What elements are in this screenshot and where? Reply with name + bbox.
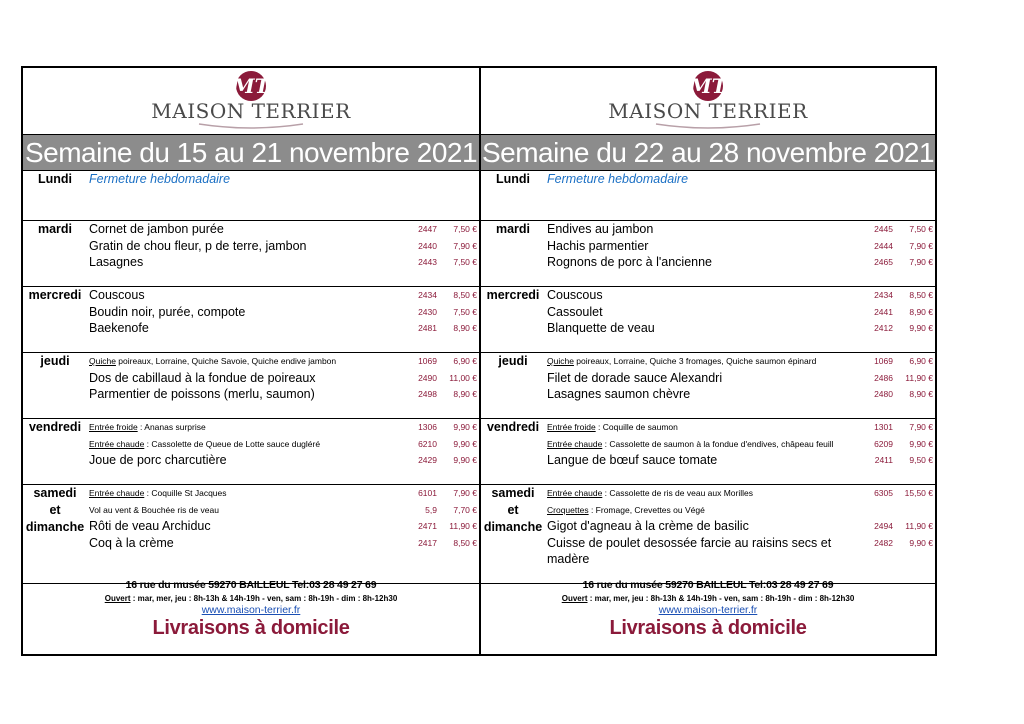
dish-code: 2444 [874, 240, 893, 251]
dish-name: Lasagnes saumon chèvre [547, 387, 691, 401]
logo-text: MAISON TERRIER [608, 99, 808, 123]
dish-price: 11,00 € [449, 372, 477, 383]
dish-code: 2417 [418, 537, 437, 548]
day-row [481, 419, 935, 485]
dish-item [87, 353, 479, 370]
dish-price: 11,90 € [449, 521, 477, 531]
dish-name: Cornet de jambon purée [89, 222, 224, 236]
dish-name-wrap [89, 171, 387, 188]
dish-price: 9,90 € [453, 455, 477, 465]
day-name [23, 419, 87, 436]
day-name [481, 485, 545, 536]
day-name-line: et [507, 503, 519, 517]
dish-code: 6101 [418, 488, 437, 498]
dish-name-wrap [89, 386, 387, 403]
day-name-line: jeudi [40, 354, 70, 368]
dish-name-wrap [547, 254, 843, 271]
dish-item [87, 304, 479, 321]
dish-code: 2429 [418, 455, 437, 465]
day-name-line: dimanche [483, 520, 543, 534]
days-list [481, 171, 935, 584]
dish-code: 2481 [418, 323, 437, 333]
logo-text: MAISON TERRIER [151, 99, 351, 123]
menu-footer [23, 577, 479, 654]
day-name [481, 353, 545, 370]
dish-code: 2443 [418, 257, 437, 267]
dish-list [545, 419, 935, 469]
dish-name-wrap [89, 254, 387, 271]
dish-item [87, 419, 479, 436]
dish-list [87, 171, 479, 188]
dish-item [87, 485, 479, 502]
dish-name: Boudin noir, purée, compote [89, 304, 246, 319]
dish-code: 6305 [874, 488, 893, 498]
day-name-line: mercredi [28, 288, 82, 302]
dish-list [87, 287, 479, 337]
dish-item [87, 171, 479, 188]
week-title: Semaine du 22 au 28 novembre 2021 [481, 134, 935, 171]
dish-name-wrap [547, 221, 843, 238]
dish-item [545, 436, 935, 453]
dish-price: 8,50 € [453, 290, 477, 300]
dish-price: 9,90 € [909, 537, 933, 548]
dish-price: 11,90 € [905, 372, 933, 383]
day-row [23, 221, 479, 287]
dish-code: 2465 [874, 257, 893, 267]
dish-name: Hachis parmentier [547, 238, 649, 253]
day-row [481, 287, 935, 353]
dish-item [545, 304, 935, 321]
dish-name: Blanquette de veau [547, 321, 655, 335]
dish-name-wrap [547, 436, 843, 453]
footer-address: 16 rue du musée 59270 BAILLEUL Tel:03 28 49 27 69 [125, 579, 377, 591]
day-row [481, 485, 935, 584]
dish-list [87, 485, 479, 551]
day-row [481, 221, 935, 287]
dish-name: : Cassolette de ris de veau aux Morilles [602, 488, 754, 498]
dish-name-wrap [547, 502, 843, 519]
menu-week-2 [479, 66, 937, 656]
dish-name: Gratin de chou fleur, p de terre, jambon [89, 238, 307, 253]
dish-name-wrap [89, 502, 387, 519]
dish-code: 6209 [874, 438, 893, 449]
maison-terrier-logo [481, 68, 935, 134]
day-name [481, 171, 545, 188]
dish-price: 9,90 € [909, 438, 933, 449]
dish-label: Entrée chaude [547, 488, 603, 498]
dish-name-wrap [89, 485, 387, 502]
dish-item [87, 238, 479, 255]
dish-item [545, 287, 935, 304]
day-name [23, 171, 87, 188]
dish-name: : Coquille St Jacques [144, 488, 227, 498]
hours-text: : mar, mer, jeu : 8h-13h & 14h-19h - ven, sam : 8h-19h - dim : 8h-12h30 [130, 594, 398, 603]
dish-code: 2486 [874, 372, 893, 383]
dish-name-wrap [547, 171, 843, 188]
dish-item [87, 254, 479, 271]
dish-item [87, 518, 479, 535]
day-name-line: mardi [37, 222, 73, 236]
dish-item [87, 386, 479, 403]
dish-name-wrap [89, 320, 387, 337]
dish-list [545, 171, 935, 188]
dish-price: 6,90 € [909, 356, 933, 366]
day-row [481, 171, 935, 221]
dish-name: Langue de bœuf sauce tomate [547, 453, 718, 467]
dish-item [545, 485, 935, 502]
dish-price: 8,90 € [453, 389, 477, 399]
dish-code: 2411 [874, 455, 893, 465]
day-name-line: et [49, 503, 61, 517]
dish-code: 1306 [418, 422, 437, 432]
dish-name-wrap [547, 353, 843, 370]
dish-price: 6,90 € [453, 356, 477, 366]
logo-initials: MT [689, 74, 727, 98]
dish-name-wrap [547, 304, 843, 321]
dish-name-wrap [89, 452, 387, 469]
dish-code: 2445 [874, 224, 893, 234]
dish-price: 8,50 € [453, 537, 477, 548]
week-title: Semaine du 15 au 21 novembre 2021 [23, 134, 479, 171]
dish-price: 9,90 € [453, 422, 477, 432]
dish-item [87, 287, 479, 304]
dish-name: : Cassolette de saumon à la fondue d'endives, châpeau feuill [602, 438, 834, 449]
dish-item [545, 238, 935, 255]
day-name-line: vendredi [486, 420, 540, 434]
dish-name-wrap [89, 518, 387, 535]
dish-price: 7,90 € [453, 240, 477, 251]
dish-item [87, 320, 479, 337]
footer-address: 16 rue du musée 59270 BAILLEUL Tel:03 28 49 27 69 [582, 579, 834, 591]
dish-code: 2434 [418, 290, 437, 300]
dish-label: Entrée chaude [89, 438, 145, 449]
dish-name: Lasagnes [89, 255, 144, 269]
day-name-line: mercredi [486, 288, 540, 302]
day-name-line: Lundi [495, 172, 530, 186]
dish-label: Quiche [547, 356, 574, 366]
dish-price: 7,50 € [453, 306, 477, 317]
dish-label: Quiche [89, 356, 116, 366]
dish-item [87, 502, 479, 519]
dish-code: 2447 [418, 224, 437, 234]
dish-item [545, 386, 935, 403]
dish-name: Fermeture hebdomadaire [89, 172, 231, 186]
day-row [23, 353, 479, 419]
dish-name-wrap [89, 535, 387, 552]
dish-list [545, 221, 935, 271]
dish-item [545, 370, 935, 387]
dish-item [545, 171, 935, 188]
dish-name: Cassoulet [547, 304, 603, 319]
dish-code: 2430 [418, 306, 437, 317]
dish-code: 1069 [418, 356, 437, 366]
dish-name-wrap [547, 452, 843, 469]
dish-price: 7,50 € [453, 224, 477, 234]
dish-name: Gigot d'agneau à la crème de basilic [547, 519, 749, 533]
dish-name: Couscous [547, 288, 603, 302]
day-name [23, 353, 87, 370]
dish-price: 8,90 € [909, 389, 933, 399]
day-name-line: dimanche [25, 520, 85, 534]
dish-price: 8,50 € [909, 290, 933, 300]
dish-name: poireaux, Lorraine, Quiche 3 fromages, Quiche saumon épinard [573, 356, 817, 366]
dish-code: 2440 [418, 240, 437, 251]
dish-code: 2482 [874, 537, 893, 548]
dish-name: Rôti de veau Archiduc [89, 519, 211, 533]
dish-item [545, 320, 935, 337]
website-link[interactable]: www.maison-terrier.fr [658, 604, 758, 616]
dish-price: 11,90 € [905, 521, 933, 531]
dish-label: Croquettes [547, 504, 589, 515]
dish-code: 2498 [418, 389, 437, 399]
day-name-line: samedi [491, 486, 535, 500]
dish-list [545, 287, 935, 337]
day-name [481, 287, 545, 304]
dish-item [87, 535, 479, 552]
logo-initials: MT [232, 74, 270, 98]
day-name-line: jeudi [498, 354, 528, 368]
dish-code: 1069 [874, 356, 893, 366]
footer-hours [481, 594, 935, 603]
day-row [23, 287, 479, 353]
dish-price: 9,90 € [453, 438, 477, 449]
dish-code: 2434 [874, 290, 893, 300]
dish-item [545, 518, 935, 535]
dish-name: Baekenofe [89, 321, 149, 335]
dish-name-wrap [547, 518, 843, 535]
hours-label: Ouvert [104, 594, 131, 603]
dish-list [87, 419, 479, 469]
dish-price: 9,50 € [909, 455, 933, 465]
day-name [481, 221, 545, 238]
dish-list [87, 353, 479, 403]
dish-name: Couscous [89, 288, 145, 302]
dish-price: 7,90 € [453, 488, 477, 498]
dish-price: 7,90 € [909, 422, 933, 432]
dish-price: 8,90 € [909, 306, 933, 317]
dish-name: Parmentier de poissons (merlu, saumon) [89, 387, 315, 401]
dish-name-wrap [547, 535, 843, 568]
dish-code: 2480 [874, 389, 893, 399]
day-name-line: Lundi [37, 172, 72, 186]
dish-name-wrap [547, 485, 843, 502]
day-row [23, 171, 479, 221]
dish-list [87, 221, 479, 271]
dish-item [545, 353, 935, 370]
day-row [23, 485, 479, 584]
delivery-banner: Livraisons à domicile [152, 617, 350, 639]
footer-hours [23, 594, 479, 603]
dish-name-wrap [547, 238, 843, 255]
dish-name-wrap [89, 419, 387, 436]
day-name [23, 221, 87, 238]
dish-price: 8,90 € [453, 323, 477, 333]
dish-item [87, 370, 479, 387]
dish-price: 7,50 € [909, 224, 933, 234]
dish-name: Fermeture hebdomadaire [547, 172, 689, 186]
dish-code: 2490 [418, 372, 437, 383]
dish-name: Filet de dorade sauce Alexandri [547, 370, 723, 385]
dish-name: Cuisse de poulet desossée farcie au raisins secs et madère [547, 535, 832, 566]
dish-name: Dos de cabillaud à la fondue de poireaux [89, 370, 316, 385]
days-list [23, 171, 479, 584]
dish-code: 5,9 [425, 504, 437, 515]
hours-label: Ouvert [561, 594, 588, 603]
website-link[interactable]: www.maison-terrier.fr [201, 604, 301, 616]
dish-list [545, 485, 935, 568]
dish-name-wrap [547, 370, 843, 387]
dish-name: : Cassolette de Queue de Lotte sauce dugléré [144, 438, 321, 449]
dish-name-wrap [89, 238, 387, 255]
dish-price: 7,70 € [453, 504, 477, 515]
dish-label: Entrée froide [547, 422, 596, 432]
dish-item [545, 221, 935, 238]
dish-item [87, 436, 479, 453]
dish-name: Vol au vent & Bouchée ris de veau [89, 504, 219, 515]
dish-code: 2494 [874, 521, 893, 531]
delivery-banner: Livraisons à domicile [609, 617, 807, 639]
dish-name-wrap [89, 287, 387, 304]
dish-name-wrap [89, 370, 387, 387]
dish-item [87, 452, 479, 469]
dish-name: : Ananas surprise [137, 422, 206, 432]
dish-name: Coq à la crème [89, 535, 174, 550]
dish-code: 1301 [874, 422, 893, 432]
day-name [23, 287, 87, 304]
day-name-line: samedi [33, 486, 77, 500]
dish-name-wrap [547, 386, 843, 403]
dish-code: 6210 [418, 438, 437, 449]
maison-terrier-logo [23, 68, 479, 134]
dish-price: 7,90 € [909, 240, 933, 251]
dish-name: : Coquille de saumon [595, 422, 678, 432]
dish-name: Joue de porc charcutière [89, 453, 227, 467]
day-row [481, 353, 935, 419]
dish-item [545, 452, 935, 469]
dish-name: : Fromage, Crevettes ou Végé [588, 504, 705, 515]
dish-price: 9,90 € [909, 323, 933, 333]
dish-label: Entrée froide [89, 422, 138, 432]
dish-name-wrap [89, 304, 387, 321]
dish-item [545, 419, 935, 436]
dish-name-wrap [547, 419, 843, 436]
day-row [23, 419, 479, 485]
dish-item [545, 502, 935, 519]
dish-price: 7,90 € [909, 257, 933, 267]
dish-name-wrap [547, 287, 843, 304]
dish-price: 7,50 € [453, 257, 477, 267]
dish-price: 15,50 € [904, 488, 933, 498]
day-name-line: vendredi [28, 420, 82, 434]
day-name [481, 419, 545, 436]
day-name-line: mardi [495, 222, 531, 236]
dish-list [545, 353, 935, 403]
dish-name-wrap [89, 353, 387, 370]
dish-item [87, 221, 479, 238]
dish-name: Rognons de porc à l'ancienne [547, 255, 713, 269]
dish-item [545, 535, 935, 568]
dish-name: poireaux, Lorraine, Quiche Savoie, Quiche endive jambon [115, 356, 337, 366]
menu-week-1 [21, 66, 481, 656]
menu-footer [481, 577, 935, 654]
dish-code: 2412 [874, 323, 893, 333]
hours-text: : mar, mer, jeu : 8h-13h & 14h-19h - ven, sam : 8h-19h - dim : 8h-12h30 [587, 594, 855, 603]
dish-code: 2471 [418, 521, 437, 531]
dish-name: Endives au jambon [547, 222, 654, 236]
dish-code: 2441 [874, 306, 893, 317]
dish-name-wrap [89, 436, 387, 453]
dish-label: Entrée chaude [547, 438, 603, 449]
day-name [23, 485, 87, 536]
dish-name-wrap [89, 221, 387, 238]
dish-name-wrap [547, 320, 843, 337]
dish-label: Entrée chaude [89, 488, 145, 498]
dish-item [545, 254, 935, 271]
